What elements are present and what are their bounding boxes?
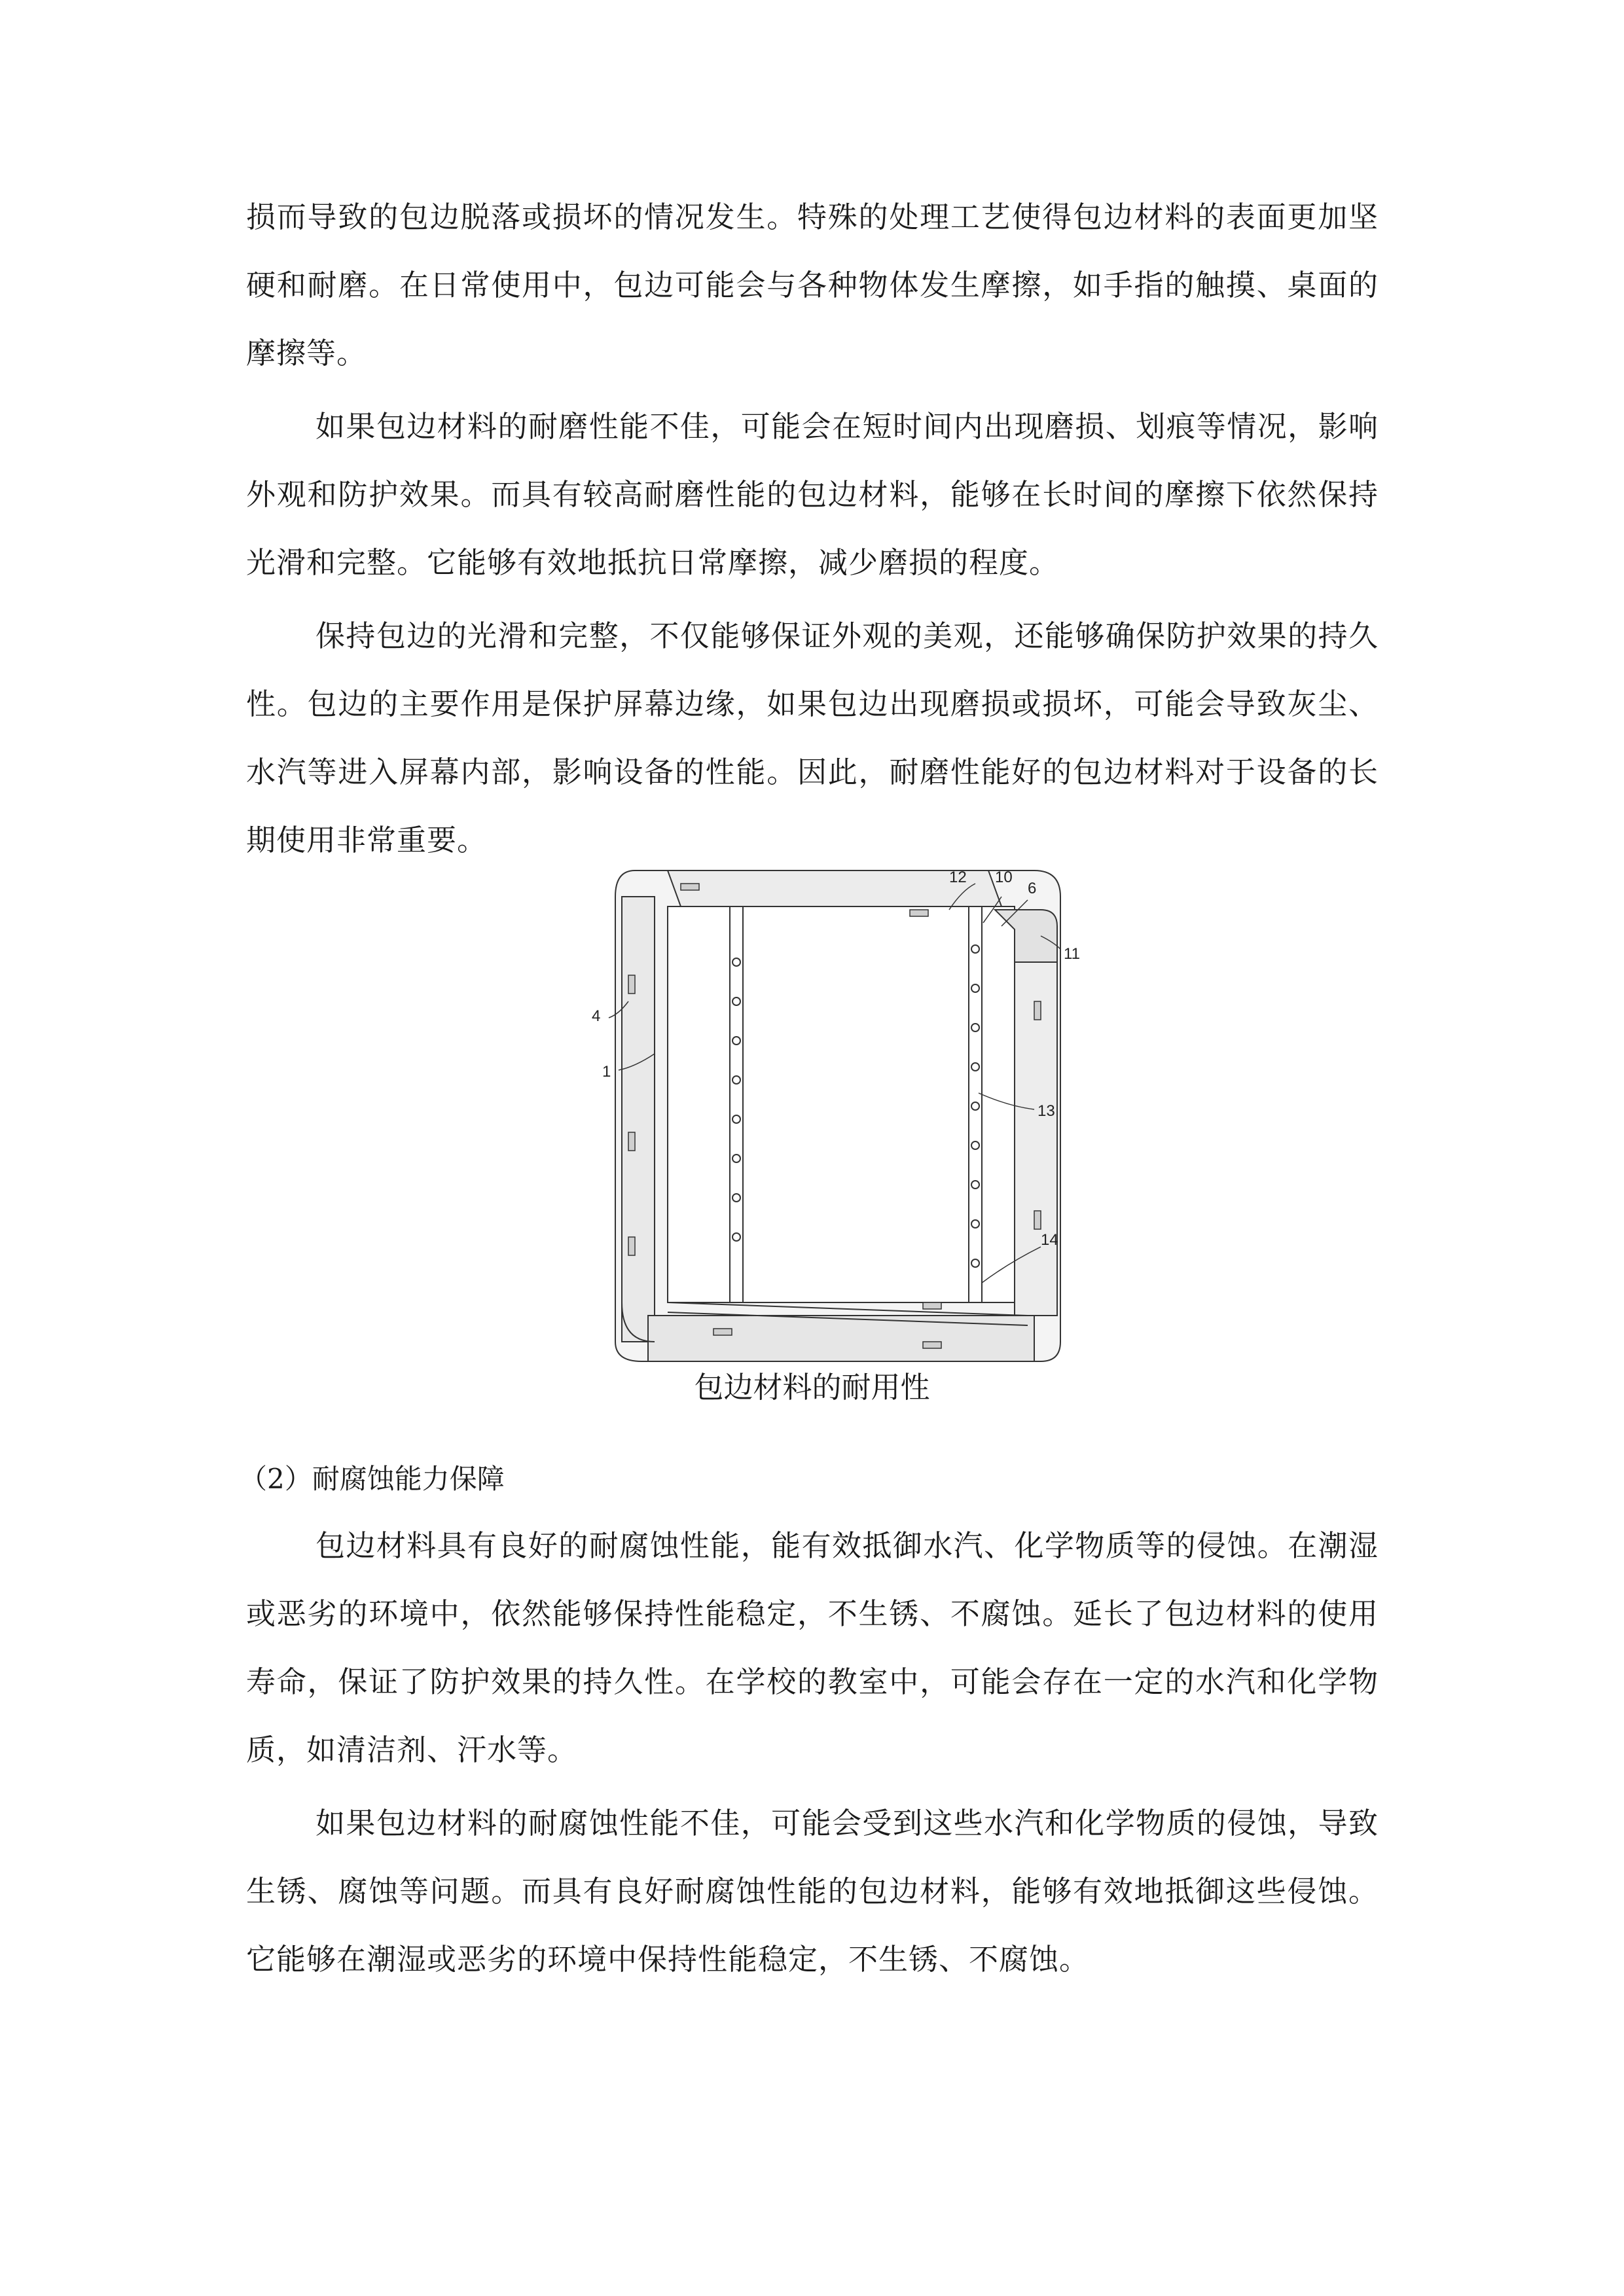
paragraph-5: 如果包边材料的耐腐蚀性能不佳，可能会受到这些水汽和化学物质的侵蚀，导致生锈、腐蚀等问题。而具有良好耐腐蚀性能的包边材料，能够有效地抵御这些侵蚀。它能够在潮湿或恶劣的环境中保持性能稳定，不生锈、不腐蚀。	[246, 1806, 1379, 1977]
callout-14: 14	[1041, 1231, 1058, 1249]
callout-10: 10	[995, 869, 1013, 886]
paragraph-2: 如果包边材料的耐磨性能不佳，可能会在短时间内出现磨损、划痕等情况，影响外观和防护效果。而具有较高耐磨性能的包边材料，能够在长时间的摩擦下依然保持光滑和完整。它能够有效地抵抗日常摩擦，减少磨损的程度。	[246, 409, 1379, 580]
section-heading-2: （2）耐腐蚀能力保障	[240, 1463, 505, 1495]
callout-6: 6	[1028, 880, 1037, 897]
technical-drawing-figure	[583, 844, 1087, 1374]
frame-drawing	[583, 844, 1087, 1374]
top-text-section	[246, 183, 1379, 874]
callout-11: 11	[1064, 945, 1080, 963]
figure-caption: 包边材料的耐用性	[694, 1370, 930, 1405]
callout-4: 4	[592, 1007, 601, 1025]
callout-13: 13	[1038, 1102, 1055, 1120]
paragraph-1: 损而导致的包边脱落或损坏的情况发生。特殊的处理工艺使得包边材料的表面更加坚硬和耐磨。在日常使用中，包边可能会与各种物体发生摩擦，如手指的触摸、桌面的摩擦等。	[246, 200, 1379, 370]
paragraph-4: 包边材料具有良好的耐腐蚀性能，能有效抵御水汽、化学物质等的侵蚀。在潮湿或恶劣的环境中，依然能够保持性能稳定，不生锈、不腐蚀。延长了包边材料的使用寿命，保证了防护效果的持久性。在学校的教室中，可能会存在一定的水汽和化学物质，如清洁剂、汗水等。	[246, 1528, 1379, 1767]
section2-text	[246, 1512, 1379, 1994]
callout-12: 12	[949, 869, 967, 886]
paragraph-3: 保持包边的光滑和完整，不仅能够保证外观的美观，还能够确保防护效果的持久性。包边的主要作用是保护屏幕边缘，如果包边出现磨损或损坏，可能会导致灰尘、水汽等进入屏幕内部，影响设备的性能。因此，耐磨性能好的包边材料对于设备的长期使用非常重要。	[246, 619, 1379, 857]
callout-1: 1	[602, 1063, 611, 1081]
